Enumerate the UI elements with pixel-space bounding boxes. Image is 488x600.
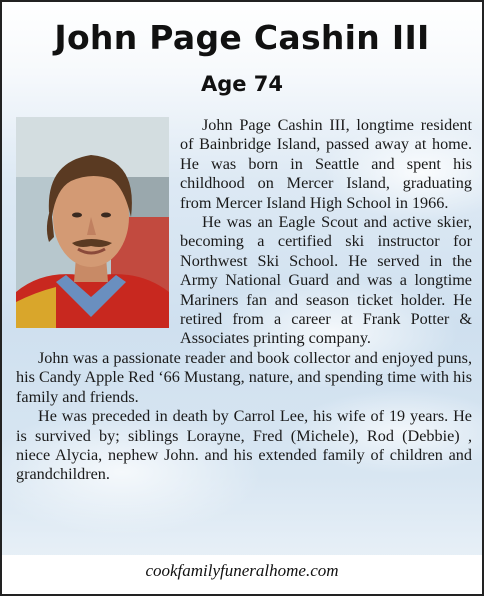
- obituary-paragraph-1: John Page Cashin III, longtime resident of Bainbridge Island, passed away at home. He was born in Seattle and spent his childhood on Mercer Island, graduating from Mercer Island High School in 1966.: [180, 116, 472, 212]
- funeral-home-website: cookfamilyfuneralhome.com: [145, 561, 339, 580]
- obituary-name-heading: John Page Cashin III: [54, 18, 430, 57]
- photo-float-spacer: [16, 116, 180, 330]
- obituary-paragraph-3: John was a passionate reader and book collector and enjoyed puns, his Candy Apple Red ‘66 Mustang, nature, and spending time with his family and friends.: [16, 348, 472, 406]
- obituary-paragraph-2: He was an Eagle Scout and active skier, becoming a certified ski instructor for Northwest Ski School. He served in the Army National Guard and was a longtime Mariners fan and season ticket holder. He retired from a career at Frank Potter & Associates printing company.: [180, 213, 472, 348]
- obituary-body: [16, 116, 472, 485]
- obituary-paragraph-4: He was preceded in death by Carrol Lee, his wife of 19 years. He is survived by; siblings Lorayne, Fred (Michele), Rod (Debbie) , niece Alycia, nephew John. and his extended family of children and grandchildren.: [16, 407, 472, 484]
- obituary-age: Age 74: [200, 72, 284, 96]
